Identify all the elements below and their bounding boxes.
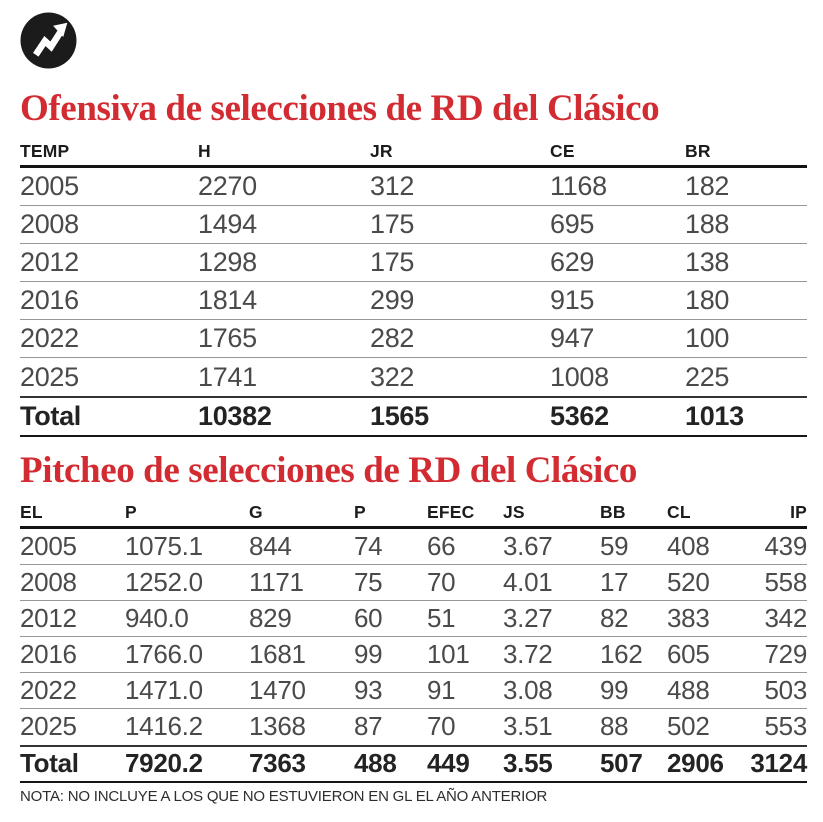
total-cell: 488 bbox=[354, 748, 397, 779]
column-header: BR bbox=[685, 141, 711, 162]
cell: 17 bbox=[600, 566, 629, 597]
column-header: EL bbox=[20, 501, 43, 522]
footnote: NOTA: NO INCLUYE A LOS QUE NO ESTUVIERON EN GL EL AÑO ANTERIOR bbox=[20, 787, 548, 805]
cell: 1171 bbox=[249, 566, 304, 597]
cell: 383 bbox=[667, 602, 710, 633]
cell: 558 bbox=[764, 566, 807, 597]
total-cell: Total bbox=[20, 748, 79, 779]
cell: 829 bbox=[249, 602, 292, 633]
cell: 299 bbox=[370, 285, 415, 316]
cell: 2025 bbox=[20, 361, 79, 392]
cell: 1494 bbox=[198, 209, 257, 240]
cell: 66 bbox=[427, 530, 456, 561]
total-cell: 1565 bbox=[370, 401, 429, 432]
cell: 100 bbox=[685, 323, 730, 354]
column-header: G bbox=[249, 501, 263, 522]
cell: 2005 bbox=[20, 530, 77, 561]
cell: 70 bbox=[427, 566, 456, 597]
cell: 188 bbox=[685, 209, 730, 240]
cell: 553 bbox=[764, 711, 807, 742]
cell: 82 bbox=[600, 602, 629, 633]
cell: 1765 bbox=[198, 323, 257, 354]
column-header: CL bbox=[667, 501, 691, 522]
cell: 175 bbox=[370, 247, 415, 278]
offense-table bbox=[20, 138, 807, 437]
cell: 87 bbox=[354, 711, 383, 742]
total-cell: 449 bbox=[427, 748, 470, 779]
table-row bbox=[20, 358, 807, 396]
cell: 605 bbox=[667, 638, 710, 669]
table-row bbox=[20, 673, 807, 709]
column-header: JR bbox=[370, 141, 393, 162]
cell: 940.0 bbox=[125, 602, 189, 633]
total-cell: 5362 bbox=[550, 401, 609, 432]
total-cell: 1013 bbox=[685, 401, 744, 432]
cell: 162 bbox=[600, 638, 643, 669]
cell: 1075.1 bbox=[125, 530, 203, 561]
total-cell: 3.55 bbox=[503, 748, 553, 779]
cell: 91 bbox=[427, 674, 456, 705]
column-header: P bbox=[125, 501, 137, 522]
column-header: JS bbox=[503, 501, 525, 522]
cell: 408 bbox=[667, 530, 710, 561]
cell: 915 bbox=[550, 285, 595, 316]
table-row bbox=[20, 565, 807, 601]
column-header: H bbox=[198, 141, 211, 162]
cell: 2008 bbox=[20, 209, 79, 240]
cell: 844 bbox=[249, 530, 292, 561]
cell: 282 bbox=[370, 323, 415, 354]
cell: 99 bbox=[600, 674, 629, 705]
column-header: TEMP bbox=[20, 141, 70, 162]
cell: 322 bbox=[370, 361, 415, 392]
cell: 502 bbox=[667, 711, 710, 742]
cell: 59 bbox=[600, 530, 629, 561]
cell: 180 bbox=[685, 285, 730, 316]
table-row bbox=[20, 206, 807, 244]
cell: 74 bbox=[354, 530, 383, 561]
total-cell: Total bbox=[20, 401, 81, 432]
cell: 629 bbox=[550, 247, 595, 278]
cell: 1766.0 bbox=[125, 638, 203, 669]
cell: 3.27 bbox=[503, 602, 553, 633]
cell: 312 bbox=[370, 171, 415, 202]
trend-arrow-icon bbox=[20, 12, 77, 69]
offense-title: Ofensiva de selecciones de RD del Clásico bbox=[20, 88, 660, 129]
total-cell: 2906 bbox=[667, 748, 724, 779]
table-row bbox=[20, 529, 807, 565]
cell: 1252.0 bbox=[125, 566, 203, 597]
header-row bbox=[20, 499, 807, 529]
cell: 1470 bbox=[249, 674, 306, 705]
cell: 2025 bbox=[20, 711, 77, 742]
table-row bbox=[20, 709, 807, 745]
total-row bbox=[20, 745, 807, 783]
cell: 439 bbox=[764, 530, 807, 561]
cell: 1298 bbox=[198, 247, 257, 278]
cell: 182 bbox=[685, 171, 730, 202]
table-row bbox=[20, 168, 807, 206]
cell: 503 bbox=[764, 674, 807, 705]
total-cell: 3124 bbox=[750, 748, 807, 779]
pitching-table bbox=[20, 499, 807, 783]
cell: 3.72 bbox=[503, 638, 553, 669]
cell: 88 bbox=[600, 711, 629, 742]
cell: 2016 bbox=[20, 638, 77, 669]
cell: 101 bbox=[427, 638, 470, 669]
table-row bbox=[20, 637, 807, 673]
total-row bbox=[20, 396, 807, 437]
cell: 225 bbox=[685, 361, 730, 392]
cell: 2005 bbox=[20, 171, 79, 202]
cell: 1814 bbox=[198, 285, 257, 316]
cell: 2016 bbox=[20, 285, 79, 316]
cell: 729 bbox=[764, 638, 807, 669]
cell: 3.67 bbox=[503, 530, 553, 561]
cell: 138 bbox=[685, 247, 730, 278]
table-row bbox=[20, 601, 807, 637]
cell: 3.08 bbox=[503, 674, 553, 705]
cell: 520 bbox=[667, 566, 710, 597]
cell: 3.51 bbox=[503, 711, 553, 742]
cell: 93 bbox=[354, 674, 383, 705]
cell: 342 bbox=[764, 602, 807, 633]
cell: 70 bbox=[427, 711, 456, 742]
cell: 60 bbox=[354, 602, 383, 633]
cell: 2022 bbox=[20, 674, 77, 705]
cell: 488 bbox=[667, 674, 710, 705]
cell: 175 bbox=[370, 209, 415, 240]
cell: 2012 bbox=[20, 602, 77, 633]
cell: 51 bbox=[427, 602, 456, 633]
total-cell: 7920.2 bbox=[125, 748, 203, 779]
cell: 2270 bbox=[198, 171, 257, 202]
cell: 1416.2 bbox=[125, 711, 203, 742]
cell: 1168 bbox=[550, 171, 607, 202]
pitching-title: Pitcheo de selecciones de RD del Clásico bbox=[20, 450, 637, 492]
total-cell: 7363 bbox=[249, 748, 306, 779]
cell: 1741 bbox=[198, 361, 257, 392]
cell: 947 bbox=[550, 323, 595, 354]
table-row bbox=[20, 320, 807, 358]
cell: 1681 bbox=[249, 638, 306, 669]
total-cell: 507 bbox=[600, 748, 643, 779]
table-row bbox=[20, 282, 807, 320]
cell: 4.01 bbox=[503, 566, 553, 597]
column-header: IP bbox=[790, 501, 807, 522]
column-header: EFEC bbox=[427, 501, 475, 522]
cell: 99 bbox=[354, 638, 383, 669]
column-header: P bbox=[354, 501, 366, 522]
cell: 2012 bbox=[20, 247, 79, 278]
cell: 1368 bbox=[249, 711, 306, 742]
cell: 2008 bbox=[20, 566, 77, 597]
cell: 695 bbox=[550, 209, 595, 240]
table-row bbox=[20, 244, 807, 282]
cell: 1008 bbox=[550, 361, 609, 392]
cell: 1471.0 bbox=[125, 674, 203, 705]
column-header: CE bbox=[550, 141, 575, 162]
column-header: BB bbox=[600, 501, 626, 522]
header-row bbox=[20, 138, 807, 168]
total-cell: 10382 bbox=[198, 401, 272, 432]
cell: 2022 bbox=[20, 323, 79, 354]
cell: 75 bbox=[354, 566, 383, 597]
